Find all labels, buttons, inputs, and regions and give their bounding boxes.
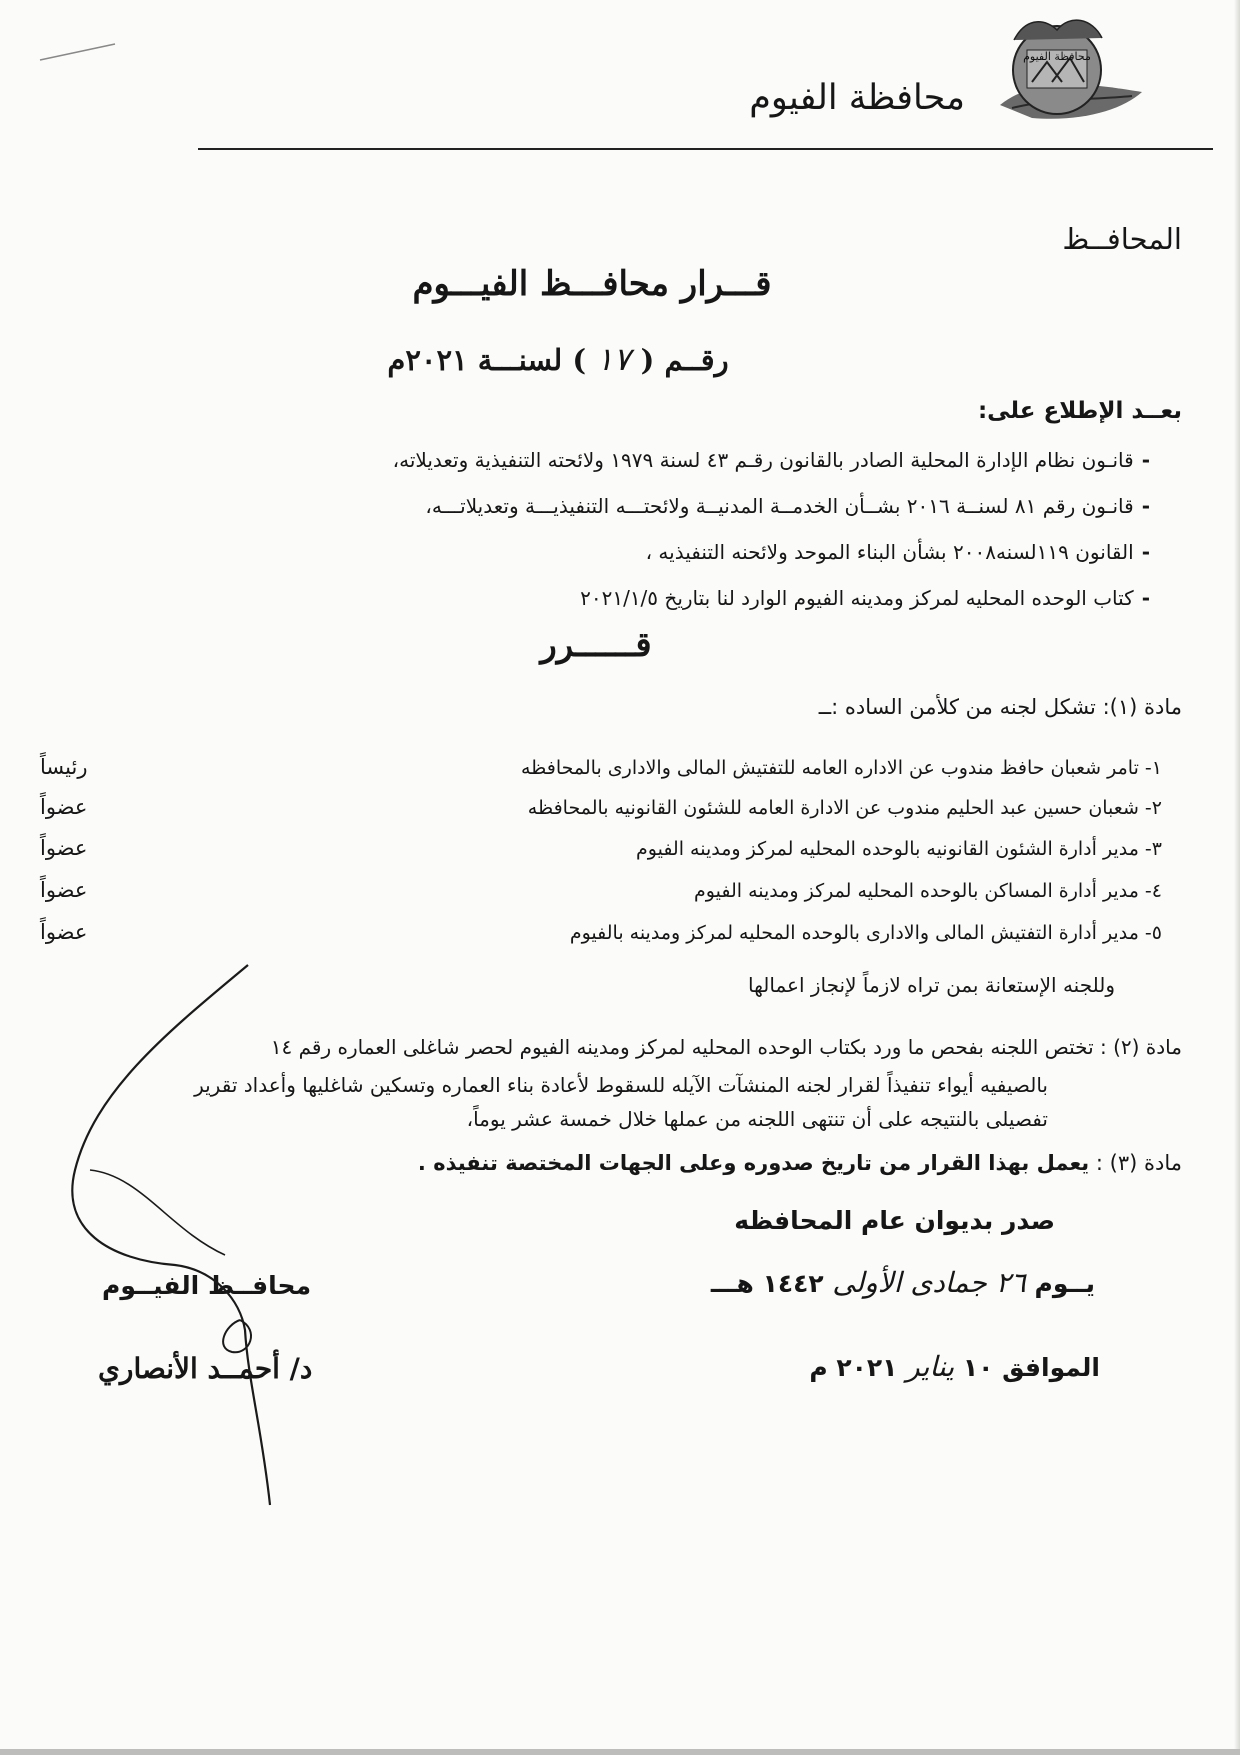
governor-name: د/ أحمــد الأنصاري <box>98 1352 313 1385</box>
handwritten-month: يناير <box>906 1350 955 1383</box>
header-divider <box>198 148 1213 150</box>
law-item: -قانـون نظام الإدارة المحلية الصادر بالقانون رقـم ٤٣ لسنة ١٩٧٩ ولائحته التنفيذية وتعديلاته، <box>392 448 1150 472</box>
committee-member: ٢- شعبان حسين عبد الحليم مندوب عن الادارة العامه للشئون القانونيه بالمحافظه <box>527 797 1162 819</box>
article-3-label: مادة (٣) : <box>1095 1151 1182 1175</box>
handwritten-hijri-date: ٢٦ جمادى الأولى <box>832 1266 1026 1299</box>
article-1: مادة (١): تشكل لجنه من كلأمن الساده :ــ <box>818 695 1182 719</box>
after-review-heading: بعــد الإطلاع على: <box>977 398 1182 424</box>
article-2-continued: تفصيلى بالنتيجه على أن تنتهى اللجنه من عملها خلال خمسة عشر يوماً، <box>466 1107 1048 1131</box>
decided-heading: قــــــرر <box>540 625 652 665</box>
office-heading: المحافــظ <box>1062 222 1182 256</box>
article-3-body: يعمل بهذا القرار من تاريخ صدوره وعلى الجهات المختصة تنفيذه . <box>417 1151 1090 1175</box>
decree-number-line <box>0 340 1178 378</box>
committee-member: ١- تامر شعبان حافظ مندوب عن الاداره العامه للتفتيش المالى والادارى بالمحافظه <box>521 757 1162 779</box>
article-2-continued: بالصيفيه أيواء تنفيذاً لقرار لجنه المنشآت الآيله للسقوط لأعادة بناء العماره وتسكين شاغليها وأعداد تقرير <box>194 1073 1048 1097</box>
member-role: عضواً <box>40 878 88 902</box>
member-role: رئيساً <box>40 755 88 779</box>
committee-member: ٤- مدير أدارة المساكن بالوحده المحليه لمركز ومدينه الفيوم <box>694 880 1162 902</box>
committee-member: ٥- مدير أدارة التفتيش المالى والادارى بالوحده المحليه لمركز ومدينه بالفيوم <box>569 922 1162 944</box>
number-suffix: ) لسنـــة ٢٠٢١م <box>387 343 587 377</box>
governorate-name: محافظة الفيوم <box>749 78 965 118</box>
member-role: عضواً <box>40 920 88 944</box>
hijri-year: ١٤٤٢ هـــ <box>710 1269 824 1298</box>
issued-at: صدر بديوان عام المحافظه <box>734 1206 1055 1235</box>
date-year: ٢٠٢١ م <box>809 1353 898 1382</box>
member-role: عضواً <box>40 795 88 819</box>
governor-title: محافــظ الفيــوم <box>102 1271 312 1300</box>
decree-title: قـــرار محافـــظ الفيـــوم <box>412 264 772 304</box>
governorate-seal-logo <box>992 10 1152 145</box>
law-item: -قانـون رقم ٨١ لسنــة ٢٠١٦ بشــأن الخدمــة المدنيــة ولائحتـــه التنفيذيـــة وتعديلاتـــه، <box>425 494 1150 518</box>
article-2: مادة (٢) : تختص اللجنه بفحص ما ورد بكتاب الوحده المحليه لمركز ومدينه الفيوم لحصر شاغلى العماره رقم ١٤ <box>270 1035 1182 1059</box>
article-3 <box>418 1151 1182 1175</box>
date-day: ١٠ <box>962 1353 994 1382</box>
svg-text:محافظة الفيوم: محافظة الفيوم <box>1023 50 1091 63</box>
hijri-date-line <box>711 1266 1095 1299</box>
date-prefix: الموافق <box>1002 1353 1100 1382</box>
day-prefix: يــوم <box>1034 1269 1095 1298</box>
committee-assistance-note: وللجنه الإستعانة بمن تراه لازماً لإنجاز اعمالها <box>747 973 1115 997</box>
scan-bottom-edge <box>0 1749 1240 1755</box>
law-item: -كتاب الوحده المحليه لمركز ومدينه الفيوم الوارد لنا بتاريخ ٢٠٢١/١/٥ <box>580 586 1150 610</box>
member-role: عضواً <box>40 836 88 860</box>
law-item: -القانون ١١٩لسنه٢٠٠٨ بشأن البناء الموحد ولائحنه التنفيذيه ، <box>645 540 1150 564</box>
number-prefix: رقــم ( <box>640 343 729 377</box>
handwritten-number: ١٧ <box>596 340 631 378</box>
committee-member: ٣- مدير أدارة الشئون القانونيه بالوحده المحليه لمركز ومدينه الفيوم <box>636 838 1162 860</box>
scan-edge <box>1234 0 1240 1755</box>
gregorian-date-line <box>809 1350 1100 1383</box>
